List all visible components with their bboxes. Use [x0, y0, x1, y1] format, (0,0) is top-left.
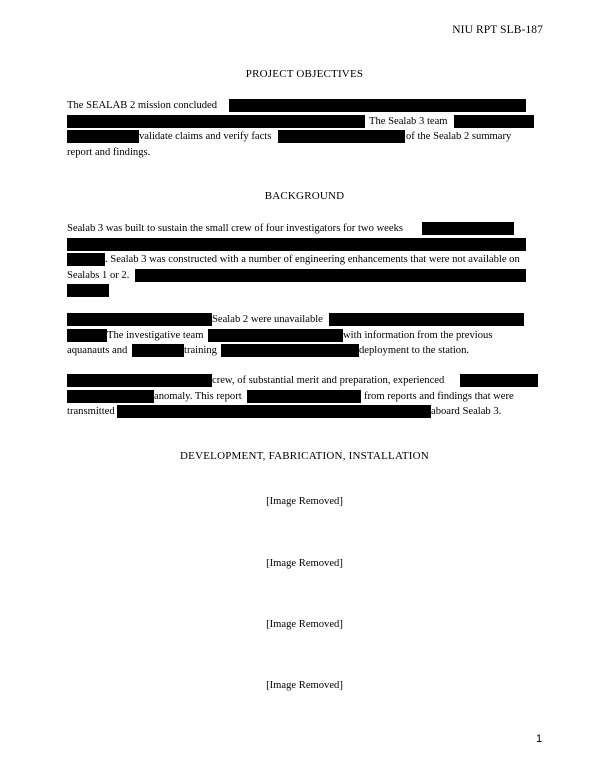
page-number: 1: [536, 733, 543, 745]
text-line: [67, 268, 547, 284]
text-line: [67, 98, 547, 114]
text-run: training: [184, 345, 217, 356]
redaction-bar: [67, 253, 105, 266]
text-run: Sealab 3 was built to sustain the small crew of four investigators for two weeks: [67, 223, 403, 234]
text-line: [67, 312, 547, 328]
redaction-bar: [460, 374, 538, 387]
redaction-bar: [67, 374, 212, 387]
text-run: The Sealab 3 team: [369, 115, 448, 127]
redaction-bar: [67, 329, 107, 342]
redaction-bar: [67, 115, 365, 128]
image-removed-placeholder: [Image Removed]: [266, 558, 343, 569]
objectives-paragraph: [67, 98, 547, 160]
text-run: report and findings.: [67, 146, 151, 158]
text-run: transmitted: [67, 406, 115, 417]
background-paragraph-3: [67, 373, 547, 420]
redaction-bar: [278, 130, 405, 143]
report-id: NIU RPT SLB-187: [452, 24, 543, 36]
text-line: [67, 389, 547, 405]
text-run: crew, of substantial merit and preparation, experienced: [212, 375, 445, 386]
text-line: [67, 114, 547, 130]
redaction-bar: [454, 115, 534, 128]
redaction-bar: [221, 344, 359, 357]
background-paragraph-1: [67, 221, 547, 299]
redaction-bar: [208, 329, 343, 342]
background-paragraph-2: [67, 312, 547, 359]
text-line: [67, 252, 547, 268]
heading-development-fabrication-installation: DEVELOPMENT, FABRICATION, INSTALLATION: [180, 450, 429, 462]
text-line: [67, 404, 547, 420]
text-run: The SEALAB 2 mission concluded: [67, 100, 218, 111]
image-removed-placeholder: [Image Removed]: [266, 619, 343, 630]
heading-project-objectives: PROJECT OBJECTIVES: [245, 68, 364, 80]
text-run: The investigative team: [107, 329, 204, 341]
text-line: [67, 145, 547, 161]
text-run: of the Sealab 2 summary: [406, 131, 512, 142]
text-run: deployment to the station.: [359, 345, 470, 356]
image-removed-placeholder: [Image Removed]: [266, 496, 343, 507]
text-line: [67, 221, 547, 237]
text-run: aboard Sealab 3.: [431, 406, 502, 417]
text-line: [67, 343, 547, 359]
text-run: validate claims and verify facts: [139, 131, 272, 142]
text-run: Sealabs 1 or 2.: [67, 269, 130, 281]
redaction-bar: [229, 99, 526, 112]
text-line: [67, 237, 547, 253]
redaction-bar: [67, 313, 212, 326]
text-run: Sealab 2 were unavailable: [212, 314, 323, 325]
redaction-bar: [67, 390, 154, 403]
text-run: aquanauts and: [67, 345, 128, 356]
text-run: from reports and findings that were: [364, 390, 514, 402]
redaction-bar: [117, 405, 431, 418]
redaction-bar: [329, 313, 524, 326]
redaction-bar: [67, 130, 139, 143]
redaction-bar: [247, 390, 361, 403]
text-line: [67, 283, 547, 299]
text-run: anomaly. This report: [154, 390, 242, 402]
redaction-bar: [67, 284, 109, 297]
redaction-bar: [132, 344, 184, 357]
text-run: . Sealab 3 was constructed with a number of engineering enhancements that were not available on: [105, 254, 520, 265]
text-run: with information from the previous: [343, 329, 493, 341]
image-removed-placeholder: [Image Removed]: [266, 680, 343, 691]
redaction-bar: [67, 238, 526, 251]
redaction-bar: [422, 222, 514, 235]
text-line: [67, 373, 547, 389]
text-line: [67, 328, 547, 344]
text-line: [67, 129, 547, 145]
redaction-bar: [135, 269, 526, 282]
heading-background: BACKGROUND: [264, 190, 345, 202]
